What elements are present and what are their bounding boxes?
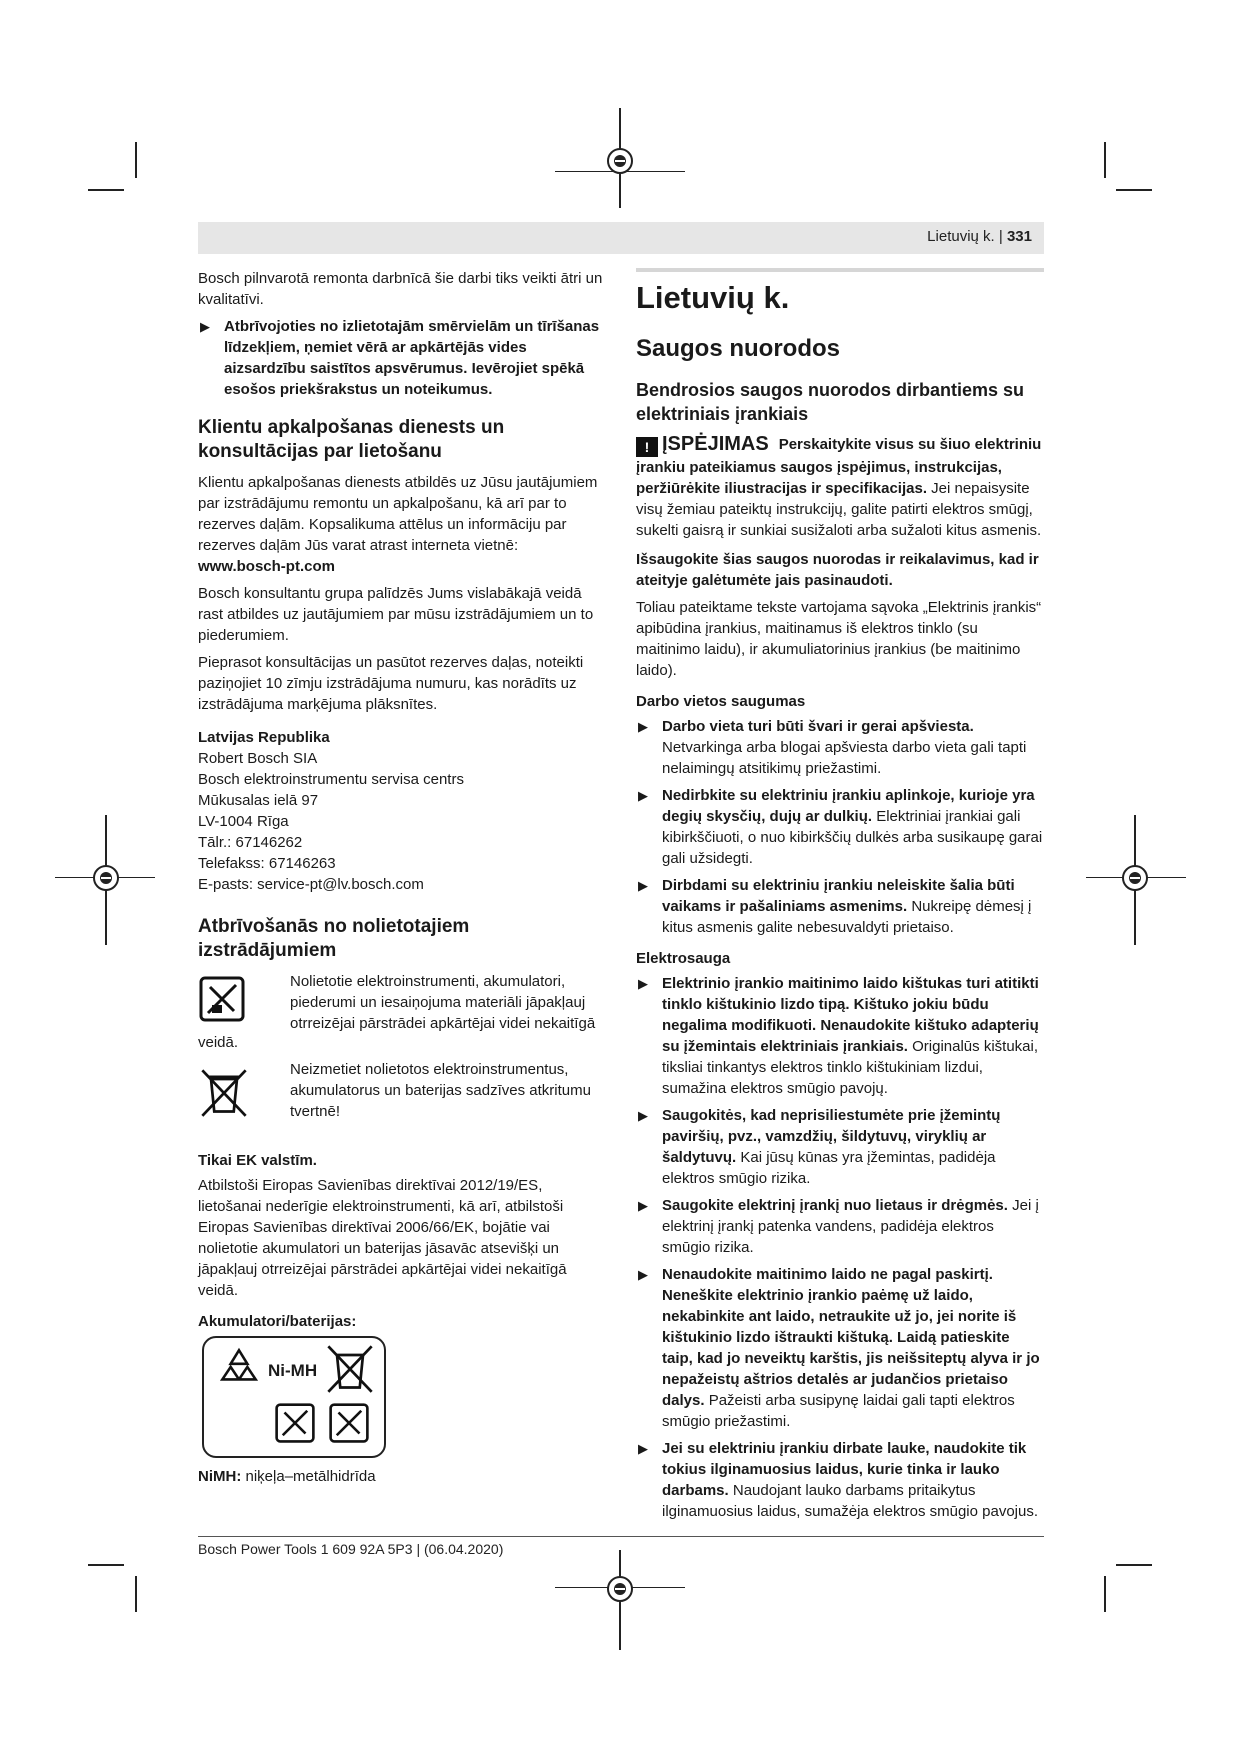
work-item bbox=[636, 875, 1044, 938]
env-bullet bbox=[198, 316, 604, 400]
crop-mark bbox=[1104, 1576, 1106, 1612]
address-company: Robert Bosch SIA bbox=[198, 750, 318, 767]
work-item bbox=[636, 785, 1044, 869]
work-item-text: Netvarkinga arba blogai apšviesta darbo vieta gali tapti nelaimingų atsitikimų priežastimi. bbox=[662, 739, 1027, 777]
eu-paragraph: Atbilstoši Eiropas Savienības direktīvai 2012/19/ES, lietošanai nederīgie elektroinstrumenti, kā arī, atbilstoši Eiropas Savienības direktīvai 2006/66/EK, bojātie vai nolietotie akumulatori un baterijas jāsavāc atsevišķi un jāpakļauj otrreizējai pārstrādei apkārtējai videi nekaitīgā veidā. bbox=[198, 1177, 567, 1299]
bullet-arrow-icon: ▶ bbox=[638, 976, 648, 991]
crop-mark bbox=[1116, 189, 1152, 191]
elec-item-bold: Saugokitės, kad neprisiliestumėte prie įžemintų paviršių, pvz., vamzdžių, šildytuvų, viryklių ar šaldytuvų. bbox=[662, 1107, 1001, 1166]
crop-mark bbox=[88, 189, 124, 191]
warning-block bbox=[636, 434, 1044, 541]
bullet-arrow-icon: ▶ bbox=[638, 1198, 648, 1213]
registration-mark-icon bbox=[607, 148, 633, 174]
left-column bbox=[198, 268, 604, 1493]
battery-heading: Akumulatori/baterijas: bbox=[198, 1313, 357, 1330]
bullet-arrow-icon: ▶ bbox=[638, 1108, 648, 1123]
registration-mark-icon bbox=[1122, 865, 1148, 891]
elec-item bbox=[636, 973, 1044, 1099]
footer-rule bbox=[198, 1536, 1044, 1537]
nimh-line bbox=[198, 1466, 604, 1487]
elec-item-bold: Saugokite elektrinį įrankį nuo lietaus ir drėgmės. bbox=[662, 1197, 1008, 1214]
nimh-text: niķeļa–metālhidrīda bbox=[241, 1468, 376, 1485]
crop-mark bbox=[1104, 142, 1106, 178]
disposal-bin-row bbox=[198, 1059, 604, 1122]
safety-title: Saugos nuorodos bbox=[636, 335, 840, 362]
elec-item bbox=[636, 1438, 1044, 1522]
elec-item-bold: Jei su elektriniu įrankiu dirbate lauke, naudokite tik tokius ilginamuosius laidus, kurie tinka ir lauko darbams. bbox=[662, 1440, 1027, 1499]
battery-symbols-box bbox=[202, 1336, 386, 1458]
elec-item bbox=[636, 1264, 1044, 1432]
address-phone: Tālr.: 67146262 bbox=[198, 834, 303, 851]
page-number: 331 bbox=[1006, 228, 1032, 245]
crop-mark bbox=[135, 1576, 137, 1612]
disposal-heading: Atbrīvošanās no nolietotajiem izstrādājumiem bbox=[198, 916, 470, 961]
disposal-paragraph-1: Nolietotie elektroinstrumenti, akumulatori, piederumi un iesaiņojuma materiāli jāpakļauj otrreizējai pārstrādei apkārtējai videi nekaitīgā bbox=[290, 973, 596, 1032]
footer-text: Bosch Power Tools 1 609 92A 5P3 | (06.04.2020) bbox=[198, 1541, 504, 1557]
work-item-bold: Nedirbkite su elektriniu įrankiu aplinkoje, kurioje yra degių skysčių, dujų ar dulkių. bbox=[662, 787, 1035, 825]
recycle-accumulator-icon bbox=[328, 1402, 370, 1444]
recycle-device-icon bbox=[198, 975, 246, 1023]
address-fax: Telefakss: 67146263 bbox=[198, 855, 336, 872]
intro-paragraph: Bosch pilnvarotā remonta darbnīcā šie darbi tiks veikti ātri un kvalitatīvi. bbox=[198, 270, 603, 308]
elec-item-bold: Elektrinio įrankio maitinimo laido kištukas turi atitikti tinklo kištukinio lizdo tipą. Kištuko jokiu būdu negalima modifikuoti. Nenaudokite kištuko adapterių su įžemintais elektriniais įrankiais. bbox=[662, 975, 1039, 1055]
work-area-heading: Darbo vietos saugumas bbox=[636, 693, 806, 710]
crossed-bin-icon bbox=[324, 1340, 376, 1396]
address-block bbox=[198, 727, 604, 895]
header-text bbox=[927, 228, 1032, 245]
elec-item-text: Kai jūsų kūnas yra įžemintas, padidėja elektros smūgio rizika. bbox=[662, 1149, 996, 1187]
language-title: Lietuvių k. bbox=[636, 280, 790, 315]
elec-item-text: Originalūs kištukai, tiksliai tinkantys elektros tinklo kištukiniam lizdui, sumažina elektros smūgio pavojų. bbox=[662, 1038, 1039, 1097]
bullet-arrow-icon: ▶ bbox=[200, 319, 210, 334]
warning-bold-text: Perskaitykite visus su šiuo elektriniu įrankiu pateikiamus saugos įspėjimus, instrukcijas, peržiūrėkite iliustracijas ir specifikacijas. bbox=[636, 436, 1042, 497]
crop-mark bbox=[88, 1564, 124, 1566]
elec-item-text: Jei į elektrinį įrankį patenka vandens, padidėja elektros smūgio rizika. bbox=[662, 1197, 1039, 1256]
crossed-bin-icon bbox=[198, 1063, 250, 1121]
elec-item bbox=[636, 1105, 1044, 1189]
service-paragraph-3: Pieprasot konsultācijas un pasūtot rezerves daļas, noteikti paziņojiet 10 zīmju izstrādājuma numuru, kas norādīts uz izstrādājuma marķējuma plāksnītes. bbox=[198, 654, 584, 713]
page-header bbox=[198, 222, 1044, 254]
right-column bbox=[636, 268, 1044, 1528]
disposal-recycle-row bbox=[198, 971, 604, 1034]
bullet-arrow-icon: ▶ bbox=[638, 1441, 648, 1456]
elec-item-text: Pažeisti arba susipynę laidai gali tapti elektros smūgio priežastimi. bbox=[662, 1392, 1015, 1430]
crop-mark bbox=[1116, 1564, 1152, 1566]
work-item-text: Elektriniai įrankiai gali kibirkščiuoti, o nuo kibirkščių dulkės arba susikaupę garai gali užsidegti. bbox=[662, 808, 1043, 867]
elec-item-text: Naudojant lauko darbams pritaikytus ilginamuosius laidus, sumažėja elektros smūgio pavojus. bbox=[662, 1482, 1039, 1520]
battery-type-label: Ni-MH bbox=[268, 1361, 318, 1380]
work-item-bold: Darbo vieta turi būti švari ir gerai apšviesta. bbox=[662, 718, 974, 735]
warning-triangle-icon: ! bbox=[636, 437, 658, 457]
address-center: Bosch elektroinstrumentu servisa centrs bbox=[198, 771, 464, 788]
address-email: E-pasts: service-pt@lv.bosch.com bbox=[198, 876, 424, 893]
general-safety-heading: Bendrosios saugos nuorodos dirbantiems su elektriniais įrankiais bbox=[636, 380, 1025, 424]
service-paragraph-1: Klientu apkalpošanas dienests atbildēs uz Jūsu jautājumiem par izstrādājumu remontu un apkalpošanu, kā arī par to rezerves daļām. Kopsalikuma attēlus un informāciju par rezerves daļām Jūs varat atrast interneta vietnē: bbox=[198, 474, 598, 554]
nimh-label: NiMH: bbox=[198, 1468, 242, 1485]
warning-label-text: ĮSPĖJIMAS bbox=[662, 433, 769, 455]
env-bullet-text: Atbrīvojoties no izlietotajām smērvielām un tīrīšanas līdzekļiem, ņemiet vērā ar apkārtējās vides aizsardzību saistītos apsvērumus. Ievērojiet spēkā esošos priekšrakstus un noteikumus. bbox=[224, 318, 600, 398]
work-item-bold: Dirbdami su elektriniu įrankiu neleiskite šalia būti vaikams ir pašaliniams asmenims. bbox=[662, 877, 1015, 915]
work-item bbox=[636, 716, 1044, 779]
warning-text: Jei nepaisysite visų žemiau pateiktų instrukcijų, galite patirti elektros smūgį, sukelti gaisrą ir sunkiai susižaloti arba sužaloti kitus asmenis. bbox=[636, 480, 1042, 539]
address-city: LV-1004 Rīga bbox=[198, 813, 289, 830]
recycle-battery-icon bbox=[274, 1402, 316, 1444]
address-country: Latvijas Republika bbox=[198, 729, 330, 746]
service-url: www.bosch-pt.com bbox=[198, 558, 335, 575]
eu-heading: Tikai EK valstīm. bbox=[198, 1152, 317, 1169]
registration-mark-icon bbox=[93, 865, 119, 891]
keep-instructions-text: Išsaugokite šias saugos nuorodas ir reikalavimus, kad ir ateityje galėtumėte jais pasinaudoti. bbox=[636, 551, 1039, 589]
registration-mark-icon bbox=[607, 1576, 633, 1602]
crop-mark bbox=[135, 142, 137, 178]
electrical-safety-heading: Elektrosauga bbox=[636, 950, 731, 967]
service-heading: Klientu apkalpošanas dienests un konsultācijas par lietošanu bbox=[198, 417, 505, 462]
header-separator: | bbox=[998, 228, 1003, 245]
service-paragraph-2: Bosch konsultantu grupa palīdzēs Jums vislabākajā veidā rast atbildes uz jautājumiem par mūsu izstrādājumiem un to piederumiem. bbox=[198, 585, 594, 644]
bullet-arrow-icon: ▶ bbox=[638, 719, 648, 734]
bullet-arrow-icon: ▶ bbox=[638, 1267, 648, 1282]
address-street: Mūkusalas ielā 97 bbox=[198, 792, 319, 809]
recycle-arrows-icon bbox=[214, 1344, 264, 1394]
header-language: Lietuvių k. bbox=[927, 228, 995, 245]
work-item-text: Nukreipę dėmesį į kitus asmenis galite nebesuvaldyti prietaiso. bbox=[662, 898, 1032, 936]
bullet-arrow-icon: ▶ bbox=[638, 788, 648, 803]
term-definition: Toliau pateiktame tekste vartojama sąvoka „Elektrinis įrankis“ apibūdina įrankius, maitinamus iš elektros tinklo (su maitinimo laidu), ir akumuliatorinius įrankius (be maitinimo laido). bbox=[636, 599, 1042, 679]
warning-label bbox=[636, 434, 769, 457]
bullet-arrow-icon: ▶ bbox=[638, 878, 648, 893]
disposal-paragraph-1-end: veidā. bbox=[198, 1034, 239, 1051]
elec-item-bold: Nenaudokite maitinimo laido ne pagal paskirtį. Neneškite elektrinio įrankio paėmę už laido, nekabinkite ant laido, netraukite už jo, jei norite iš kištukinio lizdo ištraukti kištuką. Laidą patieskite taip, kad jo neveiktų karštis, jis neišsiteptų alyva ir jo nepažeistų aštrios detalės ar judančios prietaiso dalys. bbox=[662, 1266, 1040, 1409]
disposal-paragraph-2: Neizmetiet nolietotos elektroinstrumentus, akumulatorus un baterijas sadzīves atkritumu tvertnē! bbox=[290, 1061, 591, 1120]
elec-item bbox=[636, 1195, 1044, 1258]
